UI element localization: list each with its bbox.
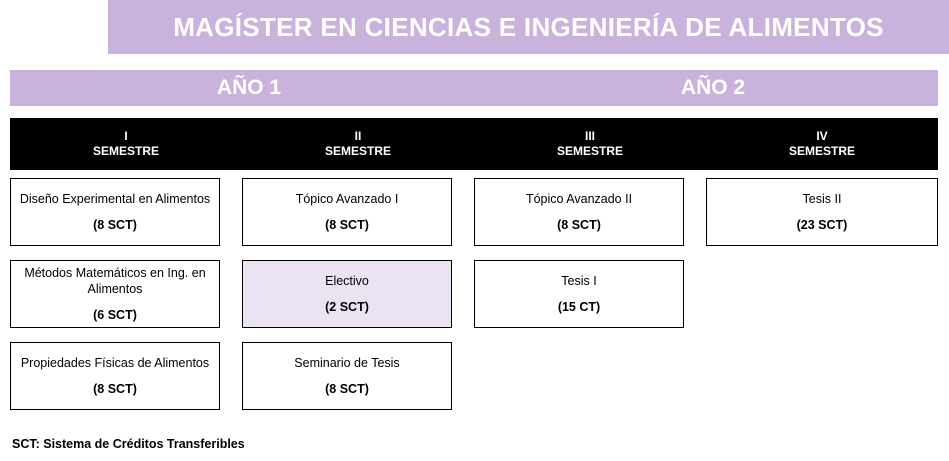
semester-roman-3: III <box>584 129 595 143</box>
course-box <box>242 178 452 246</box>
course-credits: (2 SCT) <box>325 300 369 315</box>
semester-columns <box>10 178 938 433</box>
course-name: Tópico Avanzado II <box>525 191 633 206</box>
course-name: Tesis II <box>802 191 842 206</box>
semester-header-bar <box>10 118 938 170</box>
semester-roman-2: II <box>354 129 362 143</box>
course-credits: (8 SCT) <box>93 218 137 233</box>
year-label-2: AÑO 2 <box>680 76 746 99</box>
course-name: Electivo <box>325 273 369 288</box>
course-name: Diseño Experimental en Alimentos <box>19 191 211 206</box>
program-title-bar <box>108 0 949 54</box>
semester-header-2 <box>242 118 474 170</box>
course-name: Tesis I <box>561 273 597 288</box>
footnote-sct: SCT: Sistema de Créditos Transferibles <box>12 437 245 451</box>
semester-column-4 <box>706 178 938 433</box>
course-credits: (8 SCT) <box>93 382 137 397</box>
semester-header-3 <box>474 118 706 170</box>
course-credits: (23 SCT) <box>796 218 848 233</box>
semester-roman-1: I <box>124 129 128 143</box>
course-box <box>10 260 220 328</box>
semester-word-2: SEMESTRE <box>324 144 391 158</box>
course-credits: (8 SCT) <box>325 218 369 233</box>
semester-column-3 <box>474 178 706 433</box>
semester-word-1: SEMESTRE <box>92 144 159 158</box>
semester-header-1 <box>10 118 242 170</box>
course-box <box>242 342 452 410</box>
page-title: MAGÍSTER EN CIENCIAS E INGENIERÍA DE ALIMENTOS <box>173 11 884 42</box>
course-box <box>706 178 938 246</box>
course-box <box>474 260 684 328</box>
course-credits: (6 SCT) <box>93 308 137 323</box>
course-box-elective <box>242 260 452 328</box>
semester-column-1 <box>10 178 242 433</box>
course-box <box>10 342 220 410</box>
course-credits: (8 SCT) <box>325 382 369 397</box>
course-name: Seminario de Tesis <box>294 355 400 370</box>
semester-roman-4: IV <box>816 129 828 143</box>
course-box <box>10 178 220 246</box>
course-credits: (15 CT) <box>557 300 601 315</box>
course-box <box>474 178 684 246</box>
course-name: Propiedades Físicas de Alimentos <box>20 355 210 370</box>
course-credits: (8 SCT) <box>557 218 601 233</box>
course-name: Tópico Avanzado I <box>295 191 399 206</box>
semester-word-3: SEMESTRE <box>556 144 623 158</box>
course-name: Métodos Matemáticos en Ing. en Alimentos <box>24 265 206 296</box>
semester-word-4: SEMESTRE <box>788 144 855 158</box>
year-label-1: AÑO 1 <box>216 76 282 99</box>
semester-column-2 <box>242 178 474 433</box>
year-bar <box>10 70 938 106</box>
semester-header-4 <box>706 118 938 170</box>
